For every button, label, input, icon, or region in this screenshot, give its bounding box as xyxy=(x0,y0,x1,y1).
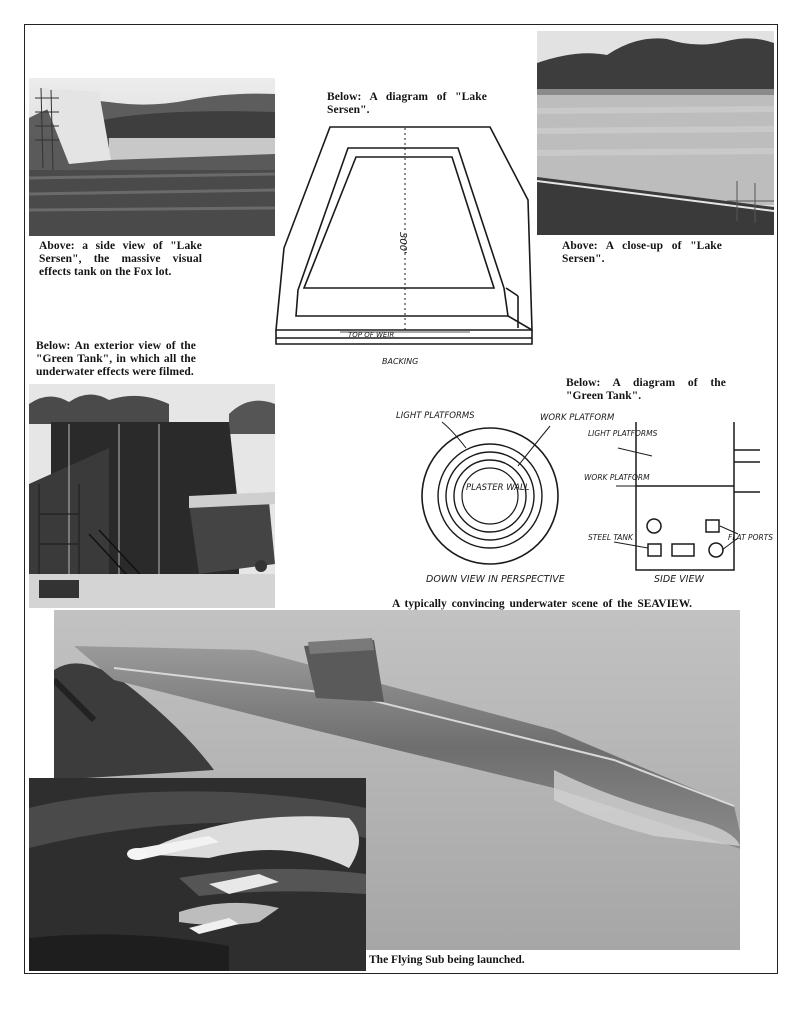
lake-side-view-photo xyxy=(29,78,275,236)
caption-green-tank-diagram: Below: A diagram of the "Green Tank". xyxy=(566,377,726,402)
lake-sersen-diagram xyxy=(270,120,540,370)
side-view-work-platform: WORK PLATFORM xyxy=(584,473,650,482)
caption-green-tank-exterior: Below: An exterior view of the "Green Tank", in which all the underwater effects were filmed. xyxy=(36,340,196,378)
down-view-light-platforms: LIGHT PLATFORMS xyxy=(396,411,475,421)
green-tank-diagram xyxy=(392,404,778,590)
lake-dimension-label: 300' xyxy=(397,232,408,254)
caption-lake-diagram: Below: A diagram of "Lake Sersen". xyxy=(327,91,487,116)
side-view-light-platforms: LIGHT PLATFORMS xyxy=(588,429,658,438)
lake-closeup-photo xyxy=(537,31,774,235)
flying-sub-photo xyxy=(29,778,366,971)
side-view-steel-tank: STEEL TANK xyxy=(588,533,633,542)
caption-seaview-scene: A typically convincing underwater scene of the SEAVIEW. xyxy=(392,598,693,610)
lake-weir-label: TOP OF WEIR xyxy=(348,331,395,339)
green-tank-exterior-photo xyxy=(29,384,275,608)
side-view-caption: SIDE VIEW xyxy=(654,574,704,585)
side-view-flat-ports: FLAT PORTS xyxy=(728,533,774,542)
down-view-plaster-wall: PLASTER WALL xyxy=(466,483,530,493)
down-view-work-platform: WORK PLATFORM xyxy=(540,413,615,423)
lake-backing-label: BACKING xyxy=(382,357,419,366)
caption-lake-side-view: Above: a side view of "Lake Sersen", the massive visual effects tank on the Fox lot. xyxy=(39,240,202,278)
caption-lake-closeup: Above: A close-up of "Lake Sersen". xyxy=(562,240,722,265)
caption-flying-sub: The Flying Sub being launched. xyxy=(369,954,525,966)
down-view-caption: DOWN VIEW IN PERSPECTIVE xyxy=(426,574,565,585)
